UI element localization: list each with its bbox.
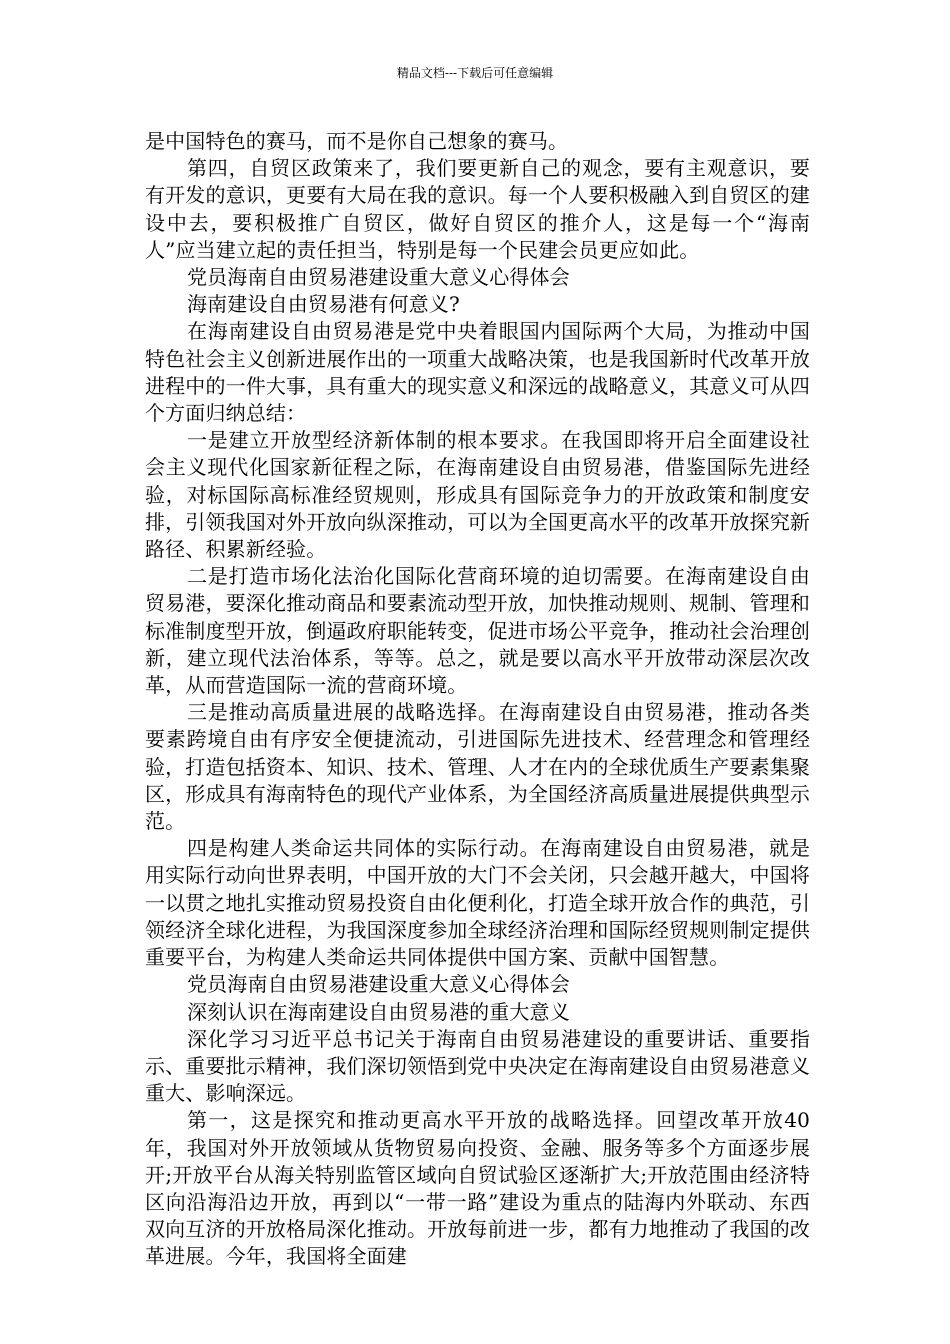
paragraph: 三是推动高质量进展的战略选择。在海南建设自由贸易港，推动各类要素跨境自由有序安全便捷流动，引进国际先进技术、经营理念和管理经验，打造包括资本、知识、技术、管理、人才在内的全球优质生产要素集聚区，形成具有海南特色的现代产业体系，为全国经济高质量进展提供典型示范。 (145, 700, 810, 834)
section-heading: 党员海南自由贸易港建设重大意义心得体会 (187, 972, 570, 997)
page-header: 精品文档---下载后可任意编辑 (396, 66, 554, 80)
section-subheading: 深刻认识在海南建设自由贸易港的重大意义 (187, 999, 570, 1024)
paragraph: 第四，自贸区政策来了，我们要更新自己的观念，要有主观意识，要有开发的意识，更要有大局在我的意识。每一个人要积极融入到自贸区的建设中去，要积极推广自贸区，做好自贸区的推介人，这是每一个“海南人”应当建立起的责任担当，特别是每一个民建会员更应如此。 (145, 156, 810, 262)
paragraph: 一是建立开放型经济新体制的根本要求。在我国即将开启全面建设社会主义现代化国家新征程之际，在海南建设自由贸易港，借鉴国际先进经验，对标国际高标准经贸规则，形成具有国际竞争力的开放政策和制度安排，引领我国对外开放向纵深推动，可以为全国更高水平的改革开放探究新路径、积累新经验。 (145, 428, 810, 562)
paragraph: 深化学习习近平总书记关于海南自由贸易港建设的重要讲话、重要指示、重要批示精神，我们深切领悟到党中央决定在海南建设自由贸易港意义重大、影响深远。 (145, 1026, 810, 1106)
paragraph: 二是打造市场化法治化国际化营商环境的迫切需要。在海南建设自由贸易港，要深化推动商品和要素流动型开放，加快推动规则、规制、管理和标准制度型开放，倒逼政府职能转变，促进市场公平竞争，推动社会治理创新，建立现代法治体系，等等。总之，就是要以高水平开放带动深层次改革，从而营造国际一流的营商环境。 (145, 564, 810, 698)
paragraph: 四是构建人类命运共同体的实际行动。在海南建设自由贸易港，就是用实际行动向世界表明，中国开放的大门不会关闭，只会越开越大，中国将一以贯之地扎实推动贸易投资自由化便利化，打造全球开放合作的典范，引领经济全球化进程，为我国深度参加全球经济治理和国际经贸规则制定提供重要平台，为构建人类命运共同体提供中国方案、贡献中国智慧。 (145, 836, 810, 970)
paragraph: 第一，这是探究和推动更高水平开放的战略选择。回望改革开放40年，我国对外开放领域从货物贸易向投资、金融、服务等多个方面逐步展开;开放平台从海关特别监管区域向自贸试验区逐渐扩大;开放范围由经济特区向沿海沿边开放，再到以“一带一路”建设为重点的陆海内外联动、东西双向互济的开放格局深化推动。开放每前进一步，都有力地推动了我国的改革进展。今年，我国将全面建 (145, 1108, 810, 1269)
paragraph: 是中国特色的赛马，而不是你自己想象的赛马。 (145, 129, 569, 153)
section-heading: 党员海南自由贸易港建设重大意义心得体会 (187, 265, 570, 290)
section-subheading: 海南建设自由贸易港有何意义? (187, 292, 460, 317)
paragraph: 在海南建设自由贸易港是党中央着眼国内国际两个大局，为推动中国特色社会主义创新进展作出的一项重大战略决策，也是我国新时代改革开放进程中的一件大事，具有重大的现实意义和深远的战略意义，其意义可从四个方面归纳总结： (145, 319, 810, 426)
document-body (145, 128, 810, 1271)
